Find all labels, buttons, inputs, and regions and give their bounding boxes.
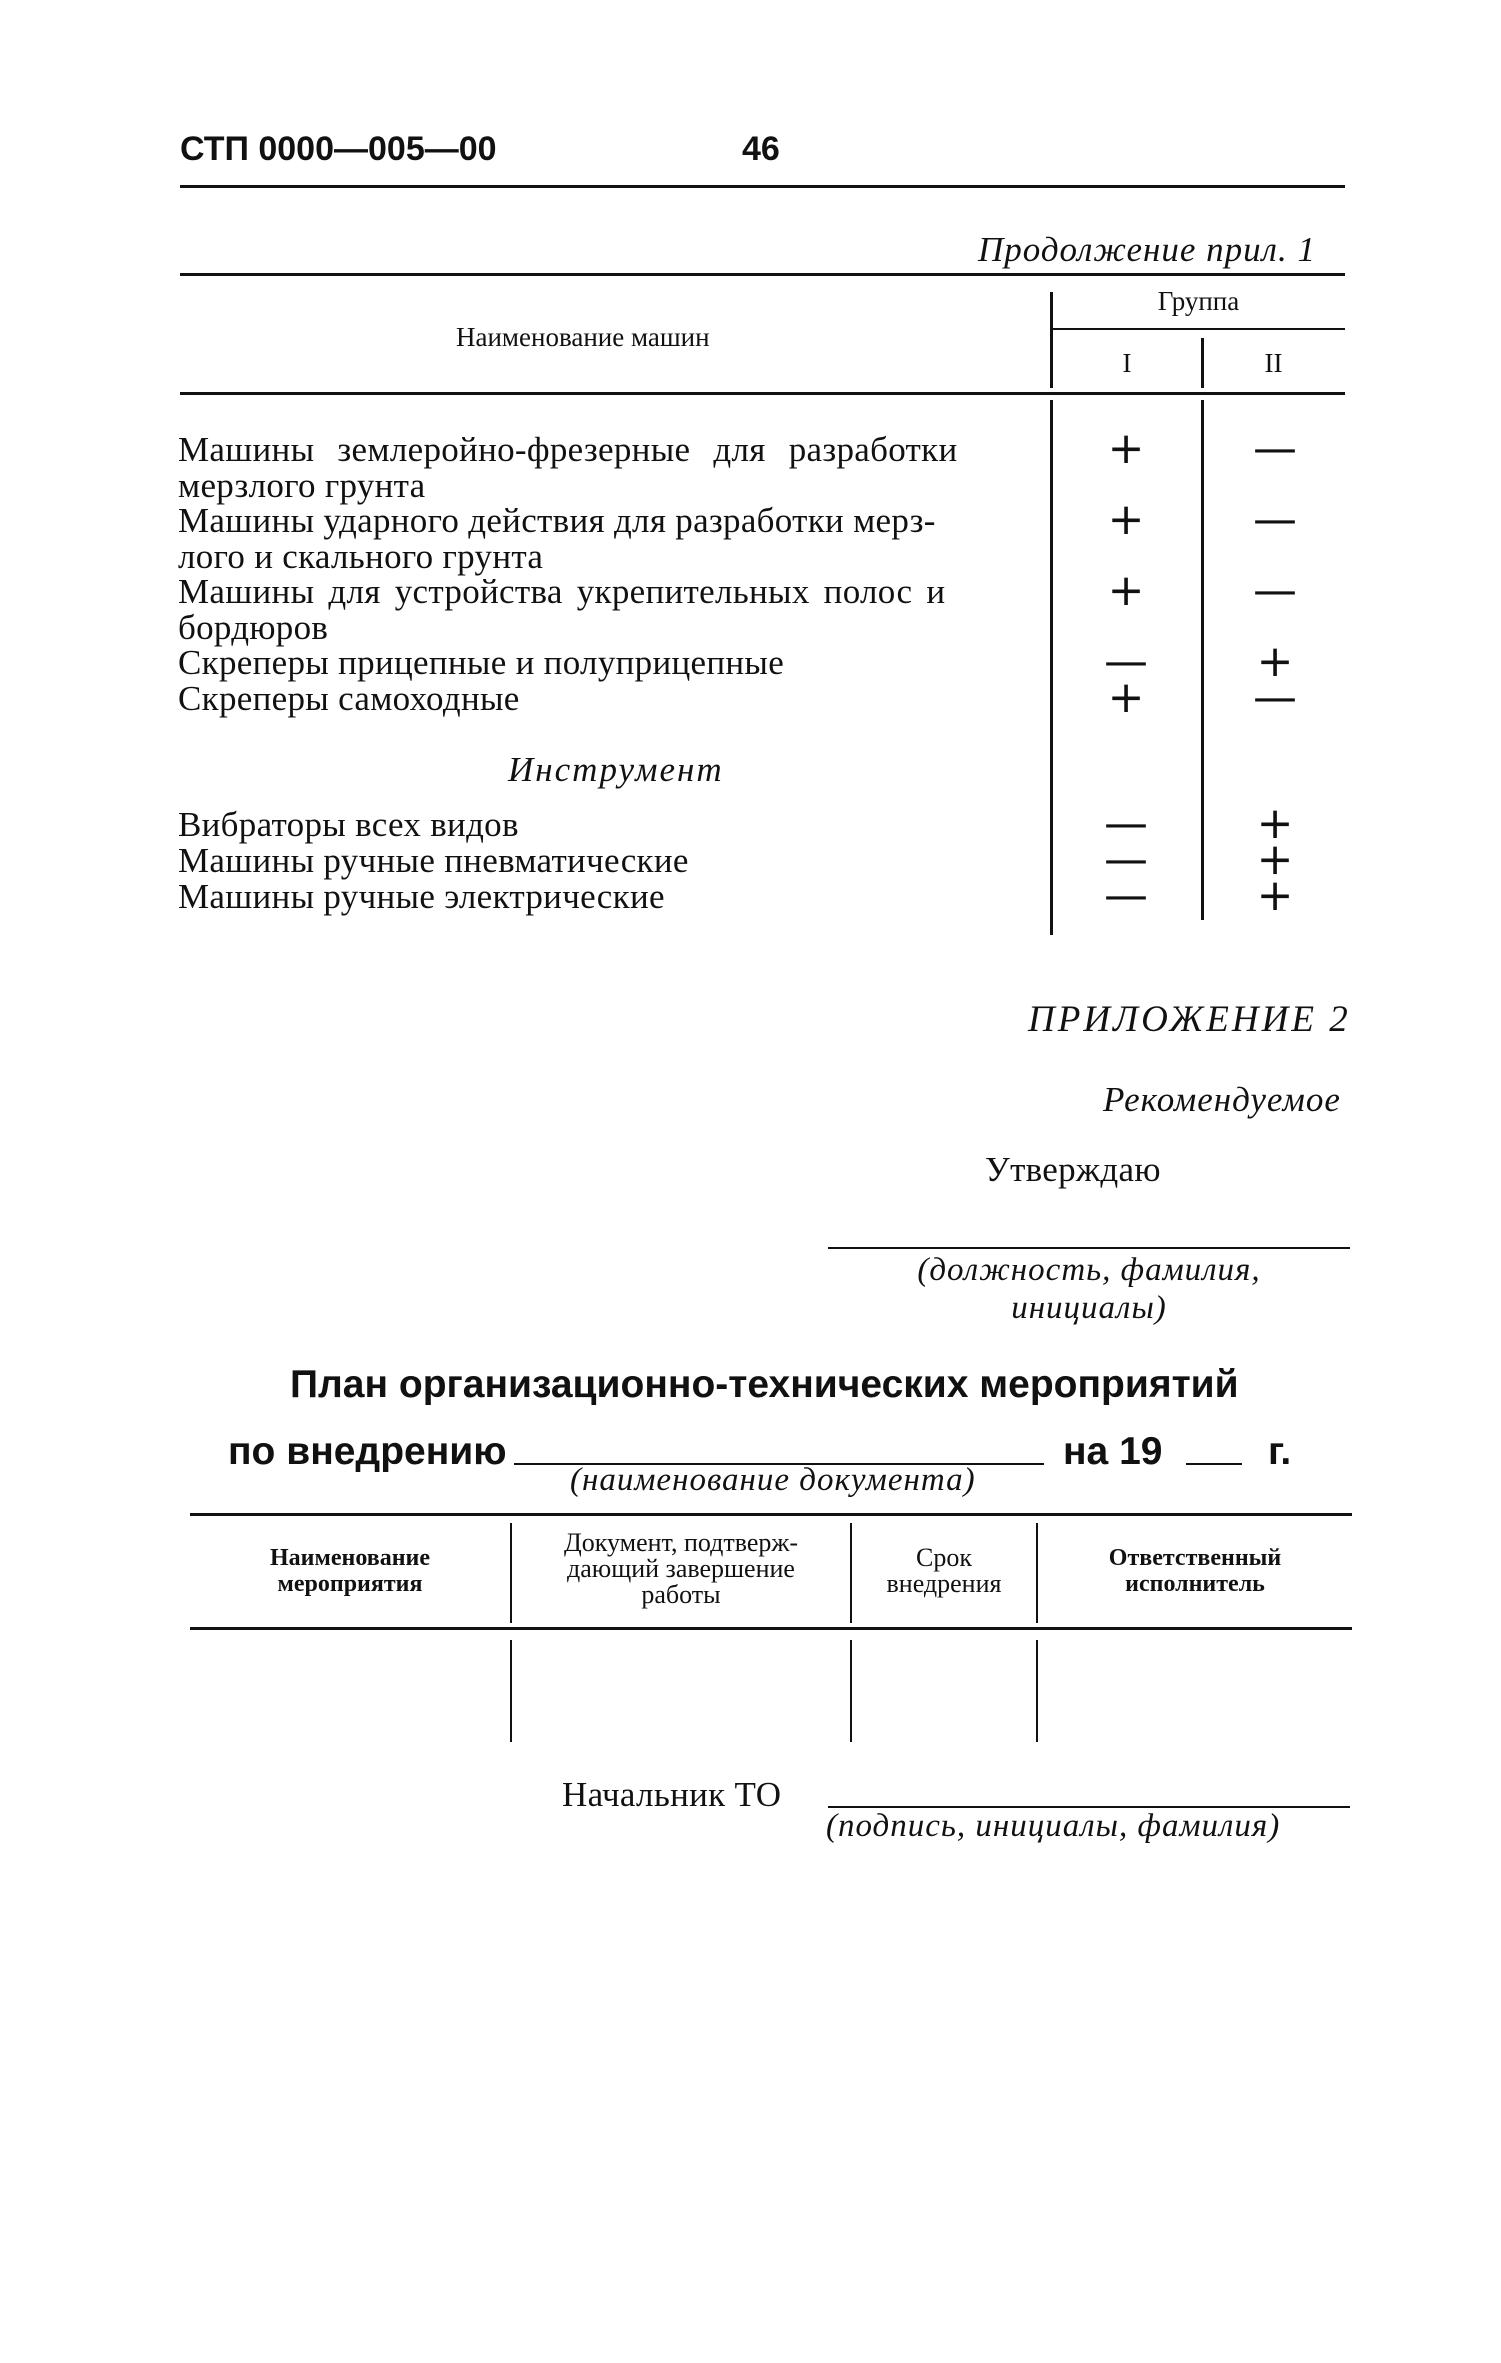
chief-label: Начальник ТО (562, 1775, 782, 1814)
row-g2: — (1253, 494, 1297, 545)
row-name-line1: Машины ударного действия для разработки мерз- (178, 501, 936, 540)
approve-label: Утверждаю (985, 1150, 1161, 1189)
table2-header-2 (512, 1530, 850, 1608)
row-name-line2: мерзлого грунта (178, 466, 426, 505)
doc-name-caption: (наименование документа) (570, 1462, 976, 1498)
approve-sign-line (828, 1247, 1350, 1249)
row-g1: + (1107, 672, 1145, 723)
row-name-line1: Машины ручные пневматические (178, 841, 689, 880)
table1-group-col-1: I (1122, 348, 1132, 378)
table2-vline-1b (510, 1640, 512, 1742)
plan-title-2b: на 19 (1063, 1430, 1163, 1473)
row-g2: + (1256, 636, 1294, 687)
table2-header-4 (1038, 1545, 1352, 1597)
doc-code: СТП 0000—005—00 (180, 130, 497, 168)
row-g2: + (1256, 834, 1294, 885)
row-name-line1: Скреперы самоходные (178, 679, 520, 718)
table1-top-rule (180, 273, 1345, 276)
table2-header-3-line1: Срок (916, 1543, 972, 1572)
table2-header-4-line2: исполнитель (1125, 1571, 1265, 1597)
table1-group-col-2: II (1264, 348, 1283, 378)
row-g1: — (1104, 798, 1148, 849)
year-blank (1186, 1463, 1242, 1465)
table2-header-2-line3: работы (641, 1580, 721, 1609)
row-g1: + (1107, 423, 1145, 474)
plan-title-2c: г. (1268, 1430, 1292, 1473)
row-g1: — (1104, 870, 1148, 921)
row-name-line1: Машины землеройно-фрезерные для разработки (178, 430, 958, 469)
appendix2-recommended: Рекомендуемое (1103, 1080, 1341, 1119)
table2-header-1 (190, 1545, 510, 1597)
plan-title-2a: по внедрению (228, 1430, 507, 1473)
table2-header-4-line1: Ответственный (1108, 1545, 1282, 1571)
row-g1: + (1107, 565, 1145, 616)
approve-caption-2: инициалы) (1011, 1290, 1167, 1326)
table2-header-2-line2: дающий завершение (567, 1554, 795, 1583)
header-rule (180, 185, 1345, 188)
table2-header-3 (852, 1545, 1036, 1597)
table2-header-3-line2: внедрения (886, 1569, 1002, 1598)
row-name-line1: Машины ручные электрические (178, 877, 665, 916)
table2-top-rule (190, 1513, 1352, 1516)
table1-vline-1 (1050, 292, 1053, 388)
table1-vline-1b (1050, 400, 1053, 935)
page-number: 46 (742, 130, 780, 168)
table2-header-1-line2: мероприятия (277, 1571, 423, 1597)
table2-header-rule (190, 1627, 1352, 1630)
row-g2: — (1253, 423, 1297, 474)
table1-group-header: Группа (1157, 286, 1240, 316)
row-name-line2: лого и скального грунта (178, 537, 544, 576)
row-g2: — (1253, 565, 1297, 616)
row-g2: + (1256, 870, 1294, 921)
row-g2: — (1253, 672, 1297, 723)
chief-caption: (подпись, инициалы, фамилия) (826, 1808, 1281, 1844)
table1-caption: Продолжение прил. 1 (978, 230, 1316, 269)
row-g1: — (1104, 636, 1148, 687)
approve-caption-1: (должность, фамилия, (917, 1252, 1261, 1288)
table1-vline-2b (1201, 400, 1204, 920)
row-g1: + (1107, 494, 1145, 545)
table2-header-1-line1: Наименование (270, 1545, 430, 1571)
row-g1: — (1104, 834, 1148, 885)
row-name-line2: бордюров (178, 608, 329, 647)
table1-header-rule (180, 392, 1345, 395)
row-name-line1: Скреперы прицепные и полуприцепные (178, 643, 785, 682)
table2-vline-3b (1036, 1640, 1038, 1742)
section-title-tools: Инструмент (508, 750, 724, 789)
table2-vline-2b (850, 1640, 852, 1742)
row-name-line1: Вибраторы всех видов (178, 805, 519, 844)
appendix2-title: ПРИЛОЖЕНИЕ 2 (1028, 999, 1351, 1040)
plan-title: План организационно-технических мероприятий (290, 1363, 1239, 1406)
row-name-line1: Машины для устройства укрепительных полос и (178, 572, 946, 611)
table2-header-2-line1: Документ, подтверж- (563, 1528, 798, 1557)
table1-group-rule (1052, 328, 1345, 330)
table1-col-name-header: Наименование машин (456, 322, 710, 352)
table1-vline-2 (1201, 338, 1204, 388)
row-g2: + (1256, 798, 1294, 849)
